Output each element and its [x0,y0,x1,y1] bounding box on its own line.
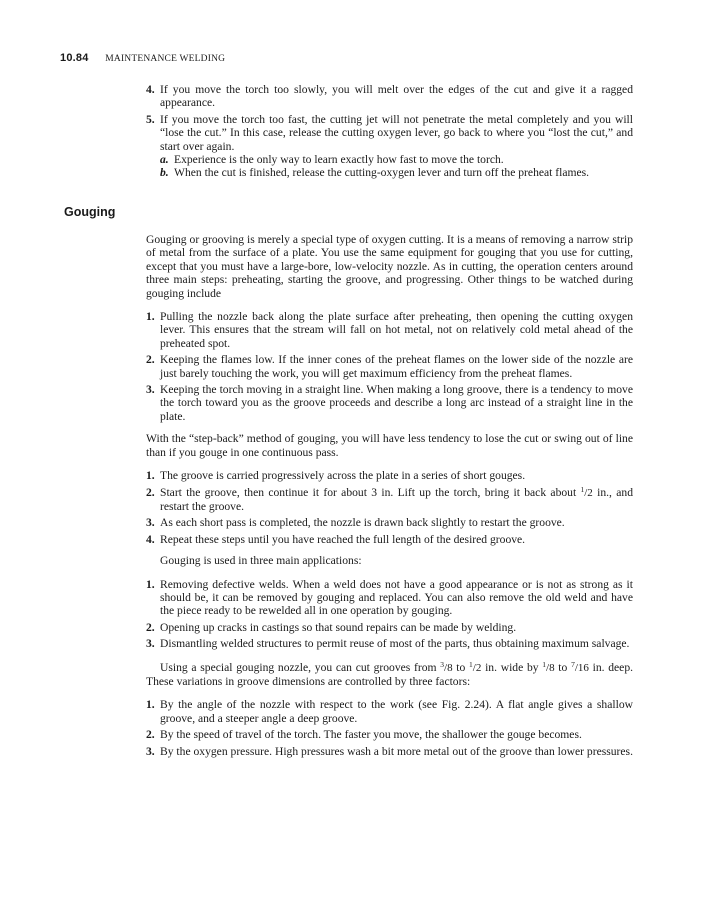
list-item: 3. Keeping the torch moving in a straight line. When making a long groove, there is a tendency to move the torch toward you as the groove proceeds and describe a long arc instead of a straight line in the plate. [146,383,633,423]
page-header [60,52,225,64]
fraction: $^1$/2 [580,484,593,499]
intro-paragraph: Gouging or grooving is merely a special type of oxygen cutting. It is a means of removing a narrow strip of metal from the surface of a plate. You use the same equipment for gouging that you use for cutting, except that you must have a large-bore, low-velocity nozzle. As in cutting, the operation centers around three main steps: preheating, starting the groove, and progressing. Other things to be watched during gouging include [146,233,633,300]
list-item: 4. If you move the torch too slowly, you will melt over the edges of the cut and give it a ragged appearance. [146,83,633,110]
applications-paragraph: Gouging is used in three main applications: [160,554,362,568]
stepback-paragraph: With the “step-back” method of gouging, you will have less tendency to lose the cut or swing out of line than if you gouge in one continuous pass. [146,432,633,459]
fraction: $^3$/8 [440,659,453,674]
list-item: 2. Start the groove, then continue it for about 3 in. Lift up the torch, bring it back about $^1$/2 in., and restart the groove. [146,484,633,513]
list-item: 2. By the speed of travel of the torch. The faster you move, the shallower the gouge becomes. [146,728,582,742]
considerations-list [146,310,633,423]
list-item: 3. As each short pass is completed, the nozzle is drawn back slightly to restart the groove. [146,516,565,530]
fraction: $^1$/8 [542,659,555,674]
applications-list [146,578,633,651]
fraction: $^1$/2 [469,659,482,674]
page-number: 10.84 [60,52,89,64]
section-heading: Gouging [64,205,116,219]
sub-list [160,153,633,180]
running-title: MAINTENANCE WELDING [105,54,226,64]
list-item: 3. Dismantling welded structures to permit reuse of most of the parts, thus obtaining maximum salvage. [146,637,630,651]
list-item: 1. Pulling the nozzle back along the plate surface after preheating, then opening the cutting oxygen lever. This ensures that the stream will fall on hot metal, not on relatively cold metal ahead of the preheated spot. [146,310,633,350]
sub-list-item: b. When the cut is finished, release the cutting-oxygen lever and turn off the preheat flames. [160,166,590,180]
list-item: 5. If you move the torch too fast, the cutting jet will not penetrate the metal completely and you will “lose the cut.” In this case, release the cutting oxygen lever, go back to where you “lost the cut,” and start over again. a. Experience is the only way to learn exactly how fast to move the torch. b. When the cut is finished, release the cutting-oxygen lever and turn off the preheat flames. [146,112,633,180]
list-item: 1. By the angle of the nozzle with respect to the work (see Fig. 2.24). A flat angle gives a shallow groove, and a steeper angle a deep groove. [146,698,633,725]
list-item: 1. Removing defective welds. When a weld does not have a good appearance or is not as strong as it should be, it can be removed by gouging and replaced. You can also remove the old weld and have the piece ready to be rewelded all in one operation by gouging. [146,577,633,618]
fraction: $^7$/16 [571,659,589,674]
section-body [146,233,633,761]
nozzle-paragraph: Using a special gouging nozzle, you can cut grooves from $^3$/8 to $^1$/2 in. wide by $^1$/8 to $^7$/16 in. deep. These variations in groove dimensions are controlled by three factors: [146,659,634,688]
list-item: 1. The groove is carried progressively across the plate in a series of short gouges. [146,469,526,483]
list-item: 2. Keeping the flames low. If the inner cones of the preheat flames on the lower side of the nozzle are just barely touching the work, you will get maximum efficiency from the preheat flames. [146,353,633,380]
top-numbered-list [146,83,633,180]
sub-list-item: a. Experience is the only way to learn exactly how fast to move the torch. [160,153,504,167]
list-item: 4. Repeat these steps until you have reached the full length of the desired groove. [146,532,526,546]
stepback-list [146,469,633,546]
list-item: 3. By the oxygen pressure. High pressures wash a bit more metal out of the groove than lower pressures. [146,744,633,758]
list-item: 2. Opening up cracks in castings so that sound repairs can be made by welding. [146,620,517,634]
factors-list [146,698,633,758]
top-list-block [146,83,633,180]
